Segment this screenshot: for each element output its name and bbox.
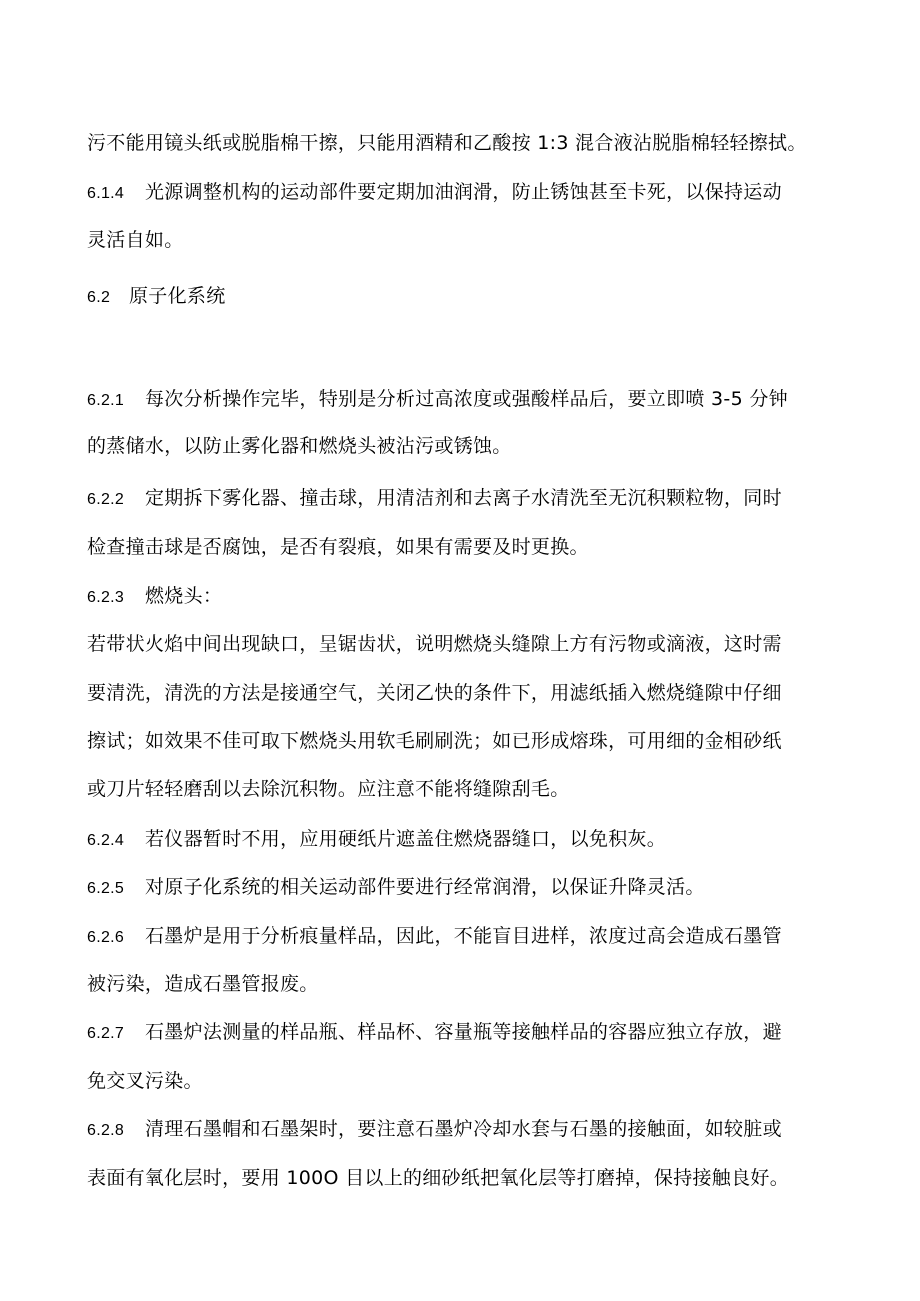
paragraph-text: 对原子化系统的相关运动部件要进行经常润滑，以保证升降灵活。 xyxy=(145,876,705,898)
paragraph-text: 被污染，造成石墨管报废。 xyxy=(87,973,319,995)
paragraph-text: 每次分析操作完毕，特别是分析过高浓度或强酸样品后，要立即喷 3-5 分钟 xyxy=(145,388,788,410)
section-6-1-4 xyxy=(87,180,782,206)
paragraph-line xyxy=(87,777,570,801)
section-6-2-5 xyxy=(87,875,705,901)
paragraph-line xyxy=(87,632,782,656)
paragraph-text: 污不能用镜头纸或脱脂棉干擦，只能用酒精和乙酸按 1:3 混合液沾脱脂棉轻轻擦拭。 xyxy=(87,132,807,154)
paragraph-text: 检查撞击球是否腐蚀，是否有裂痕，如果有需要及时更换。 xyxy=(87,536,589,558)
paragraph-text: 定期拆下雾化器、撞击球，用清洁剂和去离子水清洗至无沉积颗粒物，同时 xyxy=(145,487,782,509)
paragraph-text: 或刀片轻轻磨刮以去除沉积物。应注意不能将缝隙刮毛。 xyxy=(87,778,570,800)
paragraph-text: 免交叉污染。 xyxy=(87,1070,203,1092)
paragraph-text: 清理石墨帽和石墨架时，要注意石墨炉冷却水套与石墨的接触面，如较脏或 xyxy=(145,1118,782,1140)
paragraph-text: 石墨炉法测量的样品瓶、样品杯、容量瓶等接触样品的容器应独立存放，避 xyxy=(145,1021,782,1043)
paragraph-text: 要清洗，清洗的方法是接通空气，关闭乙快的条件下，用滤纸插入燃烧缝隙中仔细 xyxy=(87,682,782,704)
section-number: 6.2.1 xyxy=(87,392,125,409)
paragraph-line xyxy=(87,434,512,458)
paragraph-text: 若仪器暂时不用，应用硬纸片遮盖住燃烧器缝口，以免积灰。 xyxy=(145,828,667,850)
paragraph-text: 表面有氧化层时，要用 100O 目以上的细砂纸把氧化层等打磨掉，保持接触良好。 xyxy=(87,1167,790,1189)
paragraph-text: 的蒸储水，以防止雾化器和燃烧头被沾污或锈蚀。 xyxy=(87,435,512,457)
section-title: 燃烧头： xyxy=(145,585,223,607)
paragraph-line xyxy=(87,1166,789,1190)
paragraph-line xyxy=(87,972,319,996)
paragraph-text: 擦试；如效果不佳可取下燃烧头用软毛刷刷洗；如已形成熔珠，可用细的金相砂纸 xyxy=(87,730,782,752)
paragraph-line xyxy=(87,131,807,155)
section-number: 6.1.4 xyxy=(87,185,125,202)
section-6-2-6 xyxy=(87,924,782,950)
paragraph-line xyxy=(87,729,782,753)
section-number: 6.2.6 xyxy=(87,929,125,946)
section-6-2-1 xyxy=(87,387,788,413)
section-6-2-4 xyxy=(87,827,666,853)
paragraph-line xyxy=(87,228,184,252)
paragraph-text: 石墨炉是用于分析痕量样品，因此，不能盲目进样，浓度过高会造成石墨管 xyxy=(145,925,782,947)
paragraph-line xyxy=(87,1069,203,1093)
section-6-2-2 xyxy=(87,486,782,512)
section-number: 6.2.3 xyxy=(87,589,125,606)
section-number: 6.2.5 xyxy=(87,880,125,897)
section-number: 6.2.8 xyxy=(87,1122,125,1139)
section-heading-6-2 xyxy=(87,284,226,310)
section-number: 6.2.4 xyxy=(87,832,125,849)
section-title: 原子化系统 xyxy=(129,285,226,307)
paragraph-text: 光源调整机构的运动部件要定期加油润滑，防止锈蚀甚至卡死，以保持运动 xyxy=(145,181,782,203)
section-6-2-8 xyxy=(87,1117,782,1143)
section-number: 6.2 xyxy=(87,289,111,306)
paragraph-line xyxy=(87,681,782,705)
section-number: 6.2.7 xyxy=(87,1025,125,1042)
paragraph-line xyxy=(87,535,589,559)
section-number: 6.2.2 xyxy=(87,491,125,508)
section-6-2-7 xyxy=(87,1020,782,1046)
section-6-2-3 xyxy=(87,584,222,610)
paragraph-text: 若带状火焰中间出现缺口，呈锯齿状，说明燃烧头缝隙上方有污物或滴液，这时需 xyxy=(87,633,782,655)
paragraph-text: 灵活自如。 xyxy=(87,229,184,251)
